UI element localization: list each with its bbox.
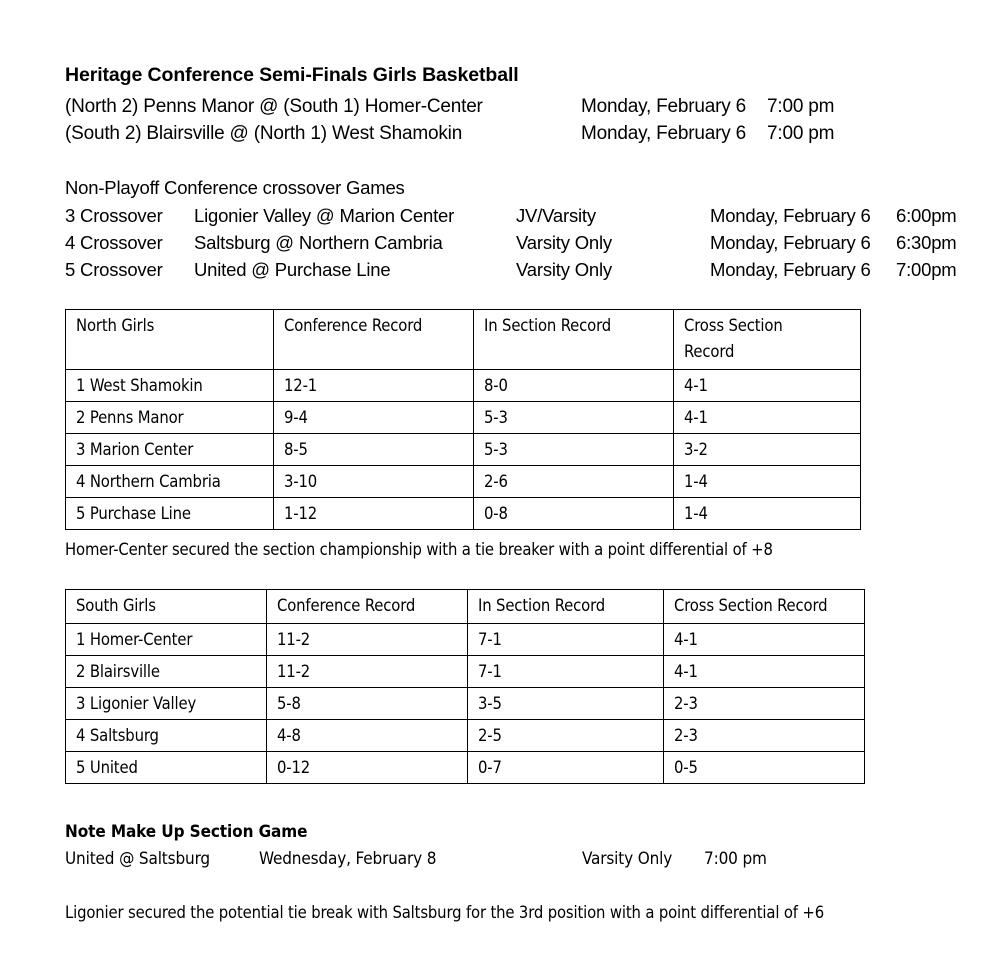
crossover-matchup: United @ Purchase Line bbox=[194, 259, 391, 280]
cross-section-record: 1-4 bbox=[674, 466, 861, 498]
table-row bbox=[66, 466, 861, 498]
in-section-record: 5-3 bbox=[474, 434, 674, 466]
cross-section-record: 1-4 bbox=[674, 498, 861, 530]
ligonier-tiebreaker-note: Ligonier secured the potential tie break with Saltsburg for the 3rd position with a point differential of +6 bbox=[65, 903, 825, 922]
table-row bbox=[66, 402, 861, 434]
table-row bbox=[66, 370, 861, 402]
makeup-game-time: 7:00 pm bbox=[704, 849, 767, 869]
conference-record: 5-8 bbox=[267, 688, 468, 720]
crossover-seed: 5 Crossover bbox=[65, 259, 163, 280]
table-row bbox=[66, 624, 865, 656]
crossover-level: Varsity Only bbox=[516, 232, 612, 253]
playoff-game-date: Monday, February 6 bbox=[581, 96, 747, 117]
cross-section-record: 4-1 bbox=[664, 624, 865, 656]
team-name: 3 Marion Center bbox=[66, 434, 274, 466]
column-header-team: South Girls bbox=[66, 590, 267, 624]
cross-section-record: 2-3 bbox=[664, 688, 865, 720]
column-header-conference-record: Conference Record bbox=[267, 590, 468, 624]
team-name: 5 United bbox=[66, 752, 267, 784]
column-header-team: North Girls bbox=[66, 310, 274, 370]
table-row bbox=[66, 752, 865, 784]
table-header-row bbox=[66, 590, 865, 624]
table-row bbox=[66, 434, 861, 466]
column-header-conference-record: Conference Record bbox=[274, 310, 474, 370]
homer-center-tiebreaker-note: Homer-Center secured the section championship with a tie breaker with a point differential of +8 bbox=[65, 540, 773, 559]
crossover-time: 7:00pm bbox=[896, 259, 957, 280]
in-section-record: 7-1 bbox=[468, 624, 664, 656]
conference-record: 8-5 bbox=[274, 434, 474, 466]
column-header-in-section-record: In Section Record bbox=[474, 310, 674, 370]
conference-record: 11-2 bbox=[267, 624, 468, 656]
cross-section-record: 4-1 bbox=[664, 656, 865, 688]
conference-record: 0-12 bbox=[267, 752, 468, 784]
makeup-game-date: Wednesday, February 8 bbox=[259, 849, 437, 869]
cross-section-record: 2-3 bbox=[664, 720, 865, 752]
team-name: 2 Blairsville bbox=[66, 656, 267, 688]
in-section-record: 5-3 bbox=[474, 402, 674, 434]
column-header-in-section-record: In Section Record bbox=[468, 590, 664, 624]
crossover-seed: 4 Crossover bbox=[65, 232, 163, 253]
crossover-seed: 3 Crossover bbox=[65, 205, 163, 226]
table-row bbox=[66, 688, 865, 720]
page-title: Heritage Conference Semi-Finals Girls Basketball bbox=[65, 64, 519, 86]
conference-record: 4-8 bbox=[267, 720, 468, 752]
crossover-date: Monday, February 6 bbox=[710, 205, 871, 226]
playoff-game-matchup: (South 2) Blairsville @ (North 1) West Shamokin bbox=[65, 123, 463, 144]
playoff-game-time: 7:00 pm bbox=[767, 96, 835, 117]
playoff-game-matchup: (North 2) Penns Manor @ (South 1) Homer-Center bbox=[65, 96, 483, 117]
playoff-game-date: Monday, February 6 bbox=[581, 123, 747, 144]
in-section-record: 2-6 bbox=[474, 466, 674, 498]
in-section-record: 0-7 bbox=[468, 752, 664, 784]
team-name: 2 Penns Manor bbox=[66, 402, 274, 434]
table-row bbox=[66, 498, 861, 530]
makeup-game-title: Note Make Up Section Game bbox=[65, 822, 308, 842]
team-name: 1 Homer-Center bbox=[66, 624, 267, 656]
team-name: 1 West Shamokin bbox=[66, 370, 274, 402]
conference-record: 9-4 bbox=[274, 402, 474, 434]
in-section-record: 0-8 bbox=[474, 498, 674, 530]
makeup-game-matchup: United @ Saltsburg bbox=[65, 849, 210, 869]
table-row bbox=[66, 656, 865, 688]
crossover-matchup: Ligonier Valley @ Marion Center bbox=[194, 205, 455, 226]
crossover-date: Monday, February 6 bbox=[710, 232, 871, 253]
cross-section-record: 0-5 bbox=[664, 752, 865, 784]
playoff-game-time: 7:00 pm bbox=[767, 123, 835, 144]
in-section-record: 7-1 bbox=[468, 656, 664, 688]
column-header-cross-section-record: Cross Section Record bbox=[664, 590, 865, 624]
crossover-heading: Non-Playoff Conference crossover Games bbox=[65, 177, 405, 198]
cross-section-record: 4-1 bbox=[674, 370, 861, 402]
table-row bbox=[66, 720, 865, 752]
table-header-row bbox=[66, 310, 861, 370]
makeup-game-level: Varsity Only bbox=[582, 849, 673, 869]
conference-record: 11-2 bbox=[267, 656, 468, 688]
column-header-cross-section-line2: Record bbox=[684, 342, 735, 361]
team-name: 3 Ligonier Valley bbox=[66, 688, 267, 720]
conference-record: 1-12 bbox=[274, 498, 474, 530]
team-name: 4 Northern Cambria bbox=[66, 466, 274, 498]
in-section-record: 3-5 bbox=[468, 688, 664, 720]
south-girls-standings-table bbox=[65, 589, 865, 784]
crossover-level: JV/Varsity bbox=[516, 205, 596, 226]
cross-section-record: 3-2 bbox=[674, 434, 861, 466]
team-name: 4 Saltsburg bbox=[66, 720, 267, 752]
north-girls-standings-table bbox=[65, 309, 861, 530]
column-header-cross-section-line1: Cross Section bbox=[684, 316, 783, 335]
crossover-date: Monday, February 6 bbox=[710, 259, 871, 280]
column-header-cross-section-record bbox=[674, 310, 861, 370]
team-name: 5 Purchase Line bbox=[66, 498, 274, 530]
crossover-matchup: Saltsburg @ Northern Cambria bbox=[194, 232, 443, 253]
conference-record: 12-1 bbox=[274, 370, 474, 402]
conference-record: 3-10 bbox=[274, 466, 474, 498]
in-section-record: 2-5 bbox=[468, 720, 664, 752]
crossover-time: 6:30pm bbox=[896, 232, 957, 253]
crossover-time: 6:00pm bbox=[896, 205, 957, 226]
in-section-record: 8-0 bbox=[474, 370, 674, 402]
crossover-level: Varsity Only bbox=[516, 259, 612, 280]
cross-section-record: 4-1 bbox=[674, 402, 861, 434]
